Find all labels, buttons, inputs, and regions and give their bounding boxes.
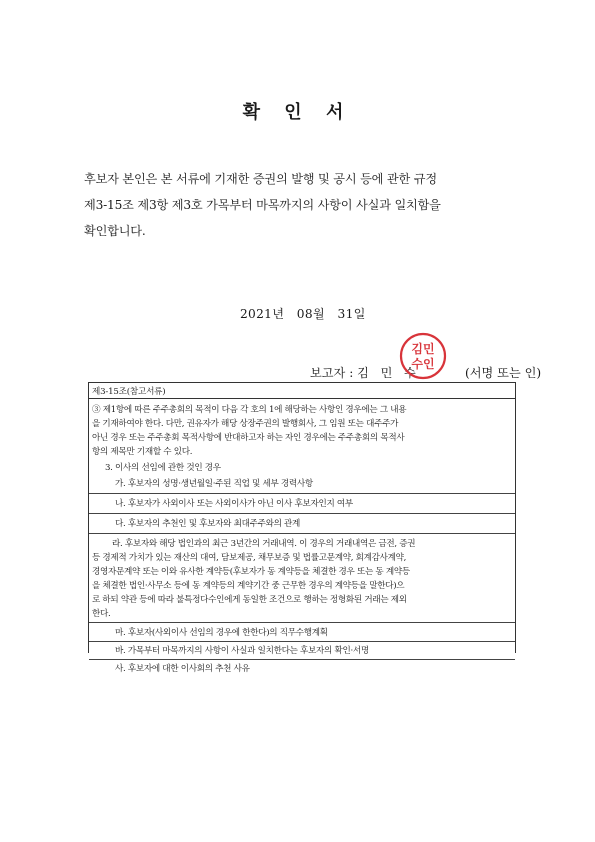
row-separator <box>89 641 515 642</box>
document-title: 확 인 서 <box>242 102 353 123</box>
row-separator <box>89 659 515 660</box>
reference-line: 나. 후보자가 사외이사 또는 사외이사가 아닌 이사 후보자인지 여부 <box>115 499 353 509</box>
statement-line: 제3-15조 제3항 제3호 가목부터 마목까지의 사항이 사실과 일치함을 <box>84 198 441 212</box>
reference-line: 가. 후보자의 성명·생년월일·주된 직업 및 세부 경력사항 <box>115 479 313 489</box>
reference-divider <box>89 398 515 399</box>
reference-line: 바. 가목부터 마목까지의 사항이 사실과 일치한다는 후보자의 확인·서명 <box>115 646 369 656</box>
reference-line: 3. 이사의 선임에 관한 것인 경우 <box>105 463 221 473</box>
reference-line: 마. 후보자(사외이사 선임의 경우에 한한다)의 직무수행계획 <box>115 628 328 638</box>
reference-line: ③ 제1항에 따른 주주총회의 목적이 다음 각 호의 1에 해당하는 사항인 경우에는 그 내용 <box>92 405 407 415</box>
document-date: 2021년 08월 31일 <box>240 307 366 321</box>
reference-line: 사. 후보자에 대한 이사회의 추천 사유 <box>115 664 250 674</box>
reference-line: 을 체결한 법인·사무소 등에 동 계약등의 계약기간 중 근무한 경우의 계약등을 말한다)으 <box>92 581 405 591</box>
row-separator <box>89 533 515 534</box>
reference-line: 항의 제목만 기재할 수 있다. <box>92 447 193 457</box>
reference-box <box>88 382 516 674</box>
seal-text-line2: 수인 <box>411 357 435 371</box>
seal-text-line1: 김민 <box>411 342 435 356</box>
reporter-name: 보고자 : 김 민 수 <box>310 366 416 380</box>
statement-line: 후보자 본인은 본 서류에 기재한 증권의 발행 및 공시 등에 관한 규정 <box>84 172 437 186</box>
reference-header: 제3-15조(참고서류) <box>92 387 166 397</box>
reference-line: 한다. <box>92 609 111 619</box>
reference-line: 다. 후보자의 추천인 및 후보자와 최대주주와의 관계 <box>115 519 301 529</box>
red-seal-stamp <box>397 330 449 382</box>
statement-line: 확인합니다. <box>84 224 146 238</box>
reference-line: 라. 후보자와 해당 법인과의 최근 3년간의 거래내역. 이 경우의 거래내역은 금전, 증권 <box>112 539 416 549</box>
row-separator <box>89 493 515 494</box>
signature-note: (서명 또는 인) <box>465 366 542 380</box>
confirmation-statement <box>84 166 524 244</box>
reference-line: 을 기재하여야 한다. 다만, 권유자가 해당 상장주권의 발행회사, 그 임원 또는 대주주가 <box>92 419 399 429</box>
row-separator <box>89 622 515 623</box>
reference-line: 등 경제적 가치가 있는 재산의 대여, 담보제공, 채무보증 및 법률고문계약, 회계감사계약, <box>92 553 407 563</box>
reference-line: 로 하되 약관 등에 따라 불특정다수인에게 동일한 조건으로 행하는 정형화된 거래는 제외 <box>92 595 407 605</box>
reference-line: 경영자문계약 또는 이와 유사한 계약등(후보자가 동 계약등을 체결한 경우 또는 동 계약등 <box>92 567 410 577</box>
reference-line: 아닌 경우 또는 주주총회 목적사항에 반대하고자 하는 자인 경우에는 주주총회의 목적사 <box>92 433 405 443</box>
row-separator <box>89 513 515 514</box>
